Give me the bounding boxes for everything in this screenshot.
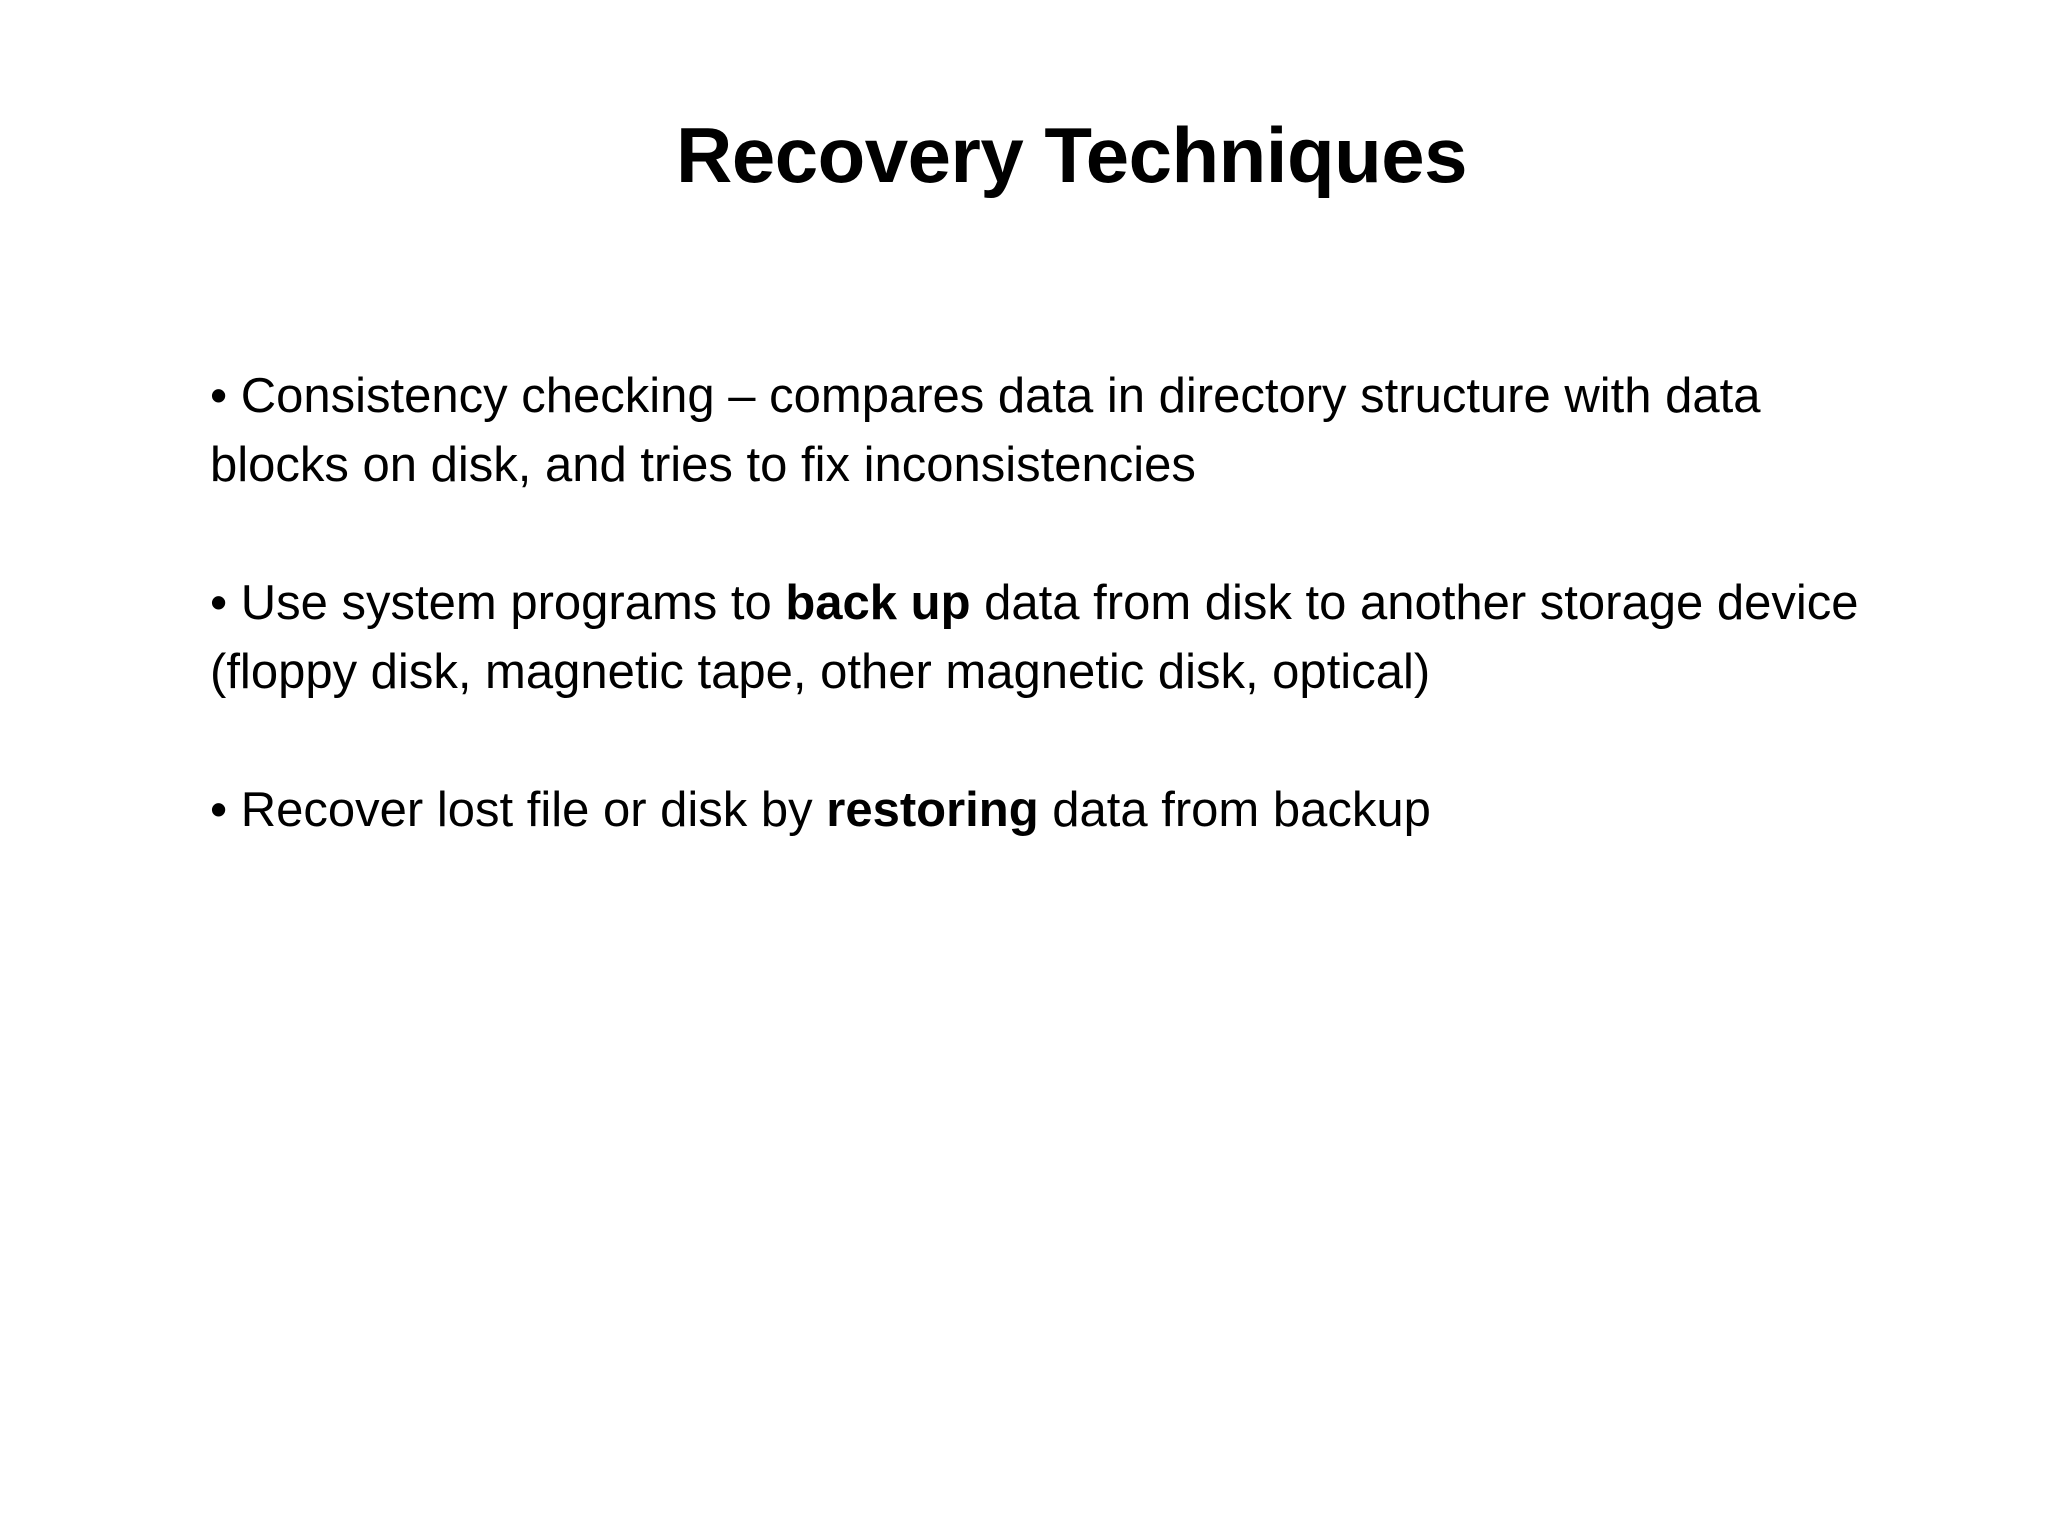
bullet-text: Recover lost file or disk by [227, 783, 827, 837]
bullet-marker: • [210, 576, 228, 630]
bullet-item [210, 776, 1870, 845]
bullet-emphasis: back up [785, 576, 971, 630]
bullet-text: Use system programs to [227, 576, 786, 630]
slide-title: Recovery Techniques [675, 111, 1468, 199]
bullet-text: data from disk to another storage device (floppy disk, magnetic tape, other magnetic disk, optical) [210, 576, 1859, 699]
bullet-list [210, 362, 1870, 914]
bullet-text: data from backup [1038, 783, 1431, 837]
bullet-item [210, 569, 1870, 707]
bullet-marker: • [210, 369, 228, 423]
bullet-text: Consistency checking – compares data in directory structure with data blocks on disk, and tries to fix inconsistencies [210, 369, 1761, 492]
bullet-item [210, 362, 1870, 500]
bullet-emphasis: restoring [826, 783, 1039, 837]
bullet-marker: • [210, 783, 228, 837]
